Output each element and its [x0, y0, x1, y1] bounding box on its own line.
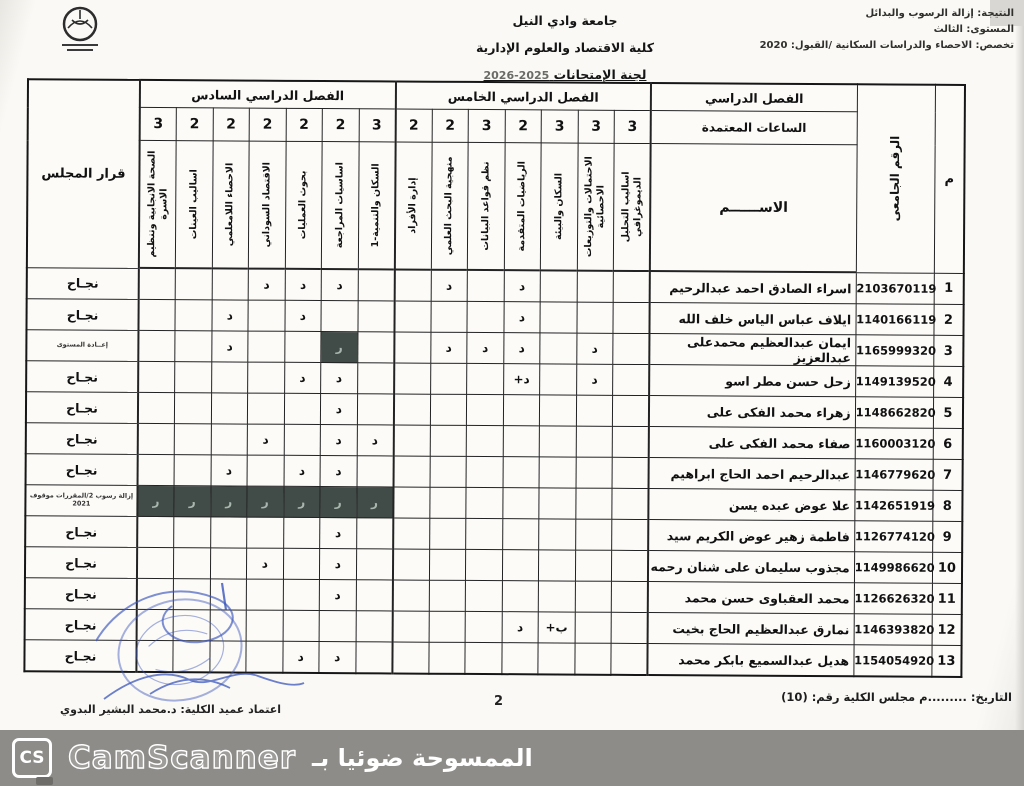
mark-cell	[612, 488, 649, 519]
mark-cell	[247, 393, 284, 424]
mark-cell: د	[502, 612, 539, 643]
mark-cell	[429, 580, 466, 611]
mark-cell	[248, 331, 285, 362]
mark-cell: د	[319, 580, 356, 611]
camscanner-bar	[0, 730, 1024, 786]
dean-approval-line: اعتماد عميد الكلية: د.محمد البشير البدوي	[60, 703, 282, 716]
mark-cell	[356, 611, 393, 642]
mark-cell	[465, 611, 502, 642]
mark-cell	[284, 393, 321, 424]
mark-cell	[209, 641, 246, 673]
mark-cell	[467, 394, 504, 425]
mark-cell: د	[503, 333, 540, 364]
mark-cell	[393, 549, 430, 580]
mark-cell	[357, 363, 394, 394]
mark-cell	[210, 548, 247, 579]
mark-cell	[174, 548, 211, 579]
student-name-cell: مجذوب سليمان على شنان رحمه	[648, 551, 854, 583]
mark-cell	[467, 270, 504, 302]
mark-cell	[175, 268, 212, 300]
mark-cell: د	[320, 518, 357, 549]
mark-cell: د	[467, 332, 504, 363]
student-name-cell: نمارق عبدالعظيم الحاج بخيت	[648, 613, 854, 645]
mark-cell	[466, 425, 503, 456]
mark-cell	[502, 488, 539, 519]
mark-cell	[392, 580, 429, 611]
student-id-cell: 1140166119	[856, 304, 934, 335]
decision-cell: نجـاح	[26, 454, 138, 486]
mark-cell	[173, 610, 210, 641]
mark-cell	[466, 549, 503, 580]
mark-cell	[430, 425, 467, 456]
mark-cell	[539, 488, 576, 519]
mark-cell	[575, 519, 612, 550]
decision-cell: نجـاح	[26, 361, 138, 393]
mark-cell	[613, 302, 650, 333]
mark-cell	[430, 394, 467, 425]
student-row	[24, 640, 961, 677]
mark-cell	[139, 268, 176, 300]
course-hours: 2	[249, 108, 286, 141]
course-header: الصحة الانجابية وتنظيم الاسرة	[139, 140, 176, 268]
university-name: جامعة وادي النيل	[512, 13, 618, 28]
serial-cell: 10	[932, 552, 962, 583]
mark-cell	[138, 454, 175, 485]
mark-cell	[429, 487, 466, 518]
student-id-cell: 1160003120	[855, 428, 933, 459]
mark-cell: د	[285, 300, 322, 331]
student-name-cell: فاطمة زهير عوض الكريم سيد	[648, 520, 854, 552]
mark-cell	[248, 362, 285, 393]
serial-cell: 2	[934, 304, 964, 335]
mark-cell: ب+	[538, 612, 575, 643]
mark-cell: د	[282, 641, 319, 673]
student-id-cell: 1126626320	[854, 583, 932, 614]
mark-cell	[612, 457, 649, 488]
mark-cell	[356, 518, 393, 549]
course-header: منهجية البحث العلمي	[431, 142, 468, 270]
course-header: اساسيات المراجعة	[321, 142, 358, 270]
mark-cell: د	[321, 269, 358, 301]
mark-cell: د	[320, 394, 357, 425]
page-number: 2	[494, 694, 504, 709]
mark-cell	[502, 581, 539, 612]
mark-cell: د	[247, 424, 284, 455]
course-hours: 2	[432, 109, 469, 142]
mark-cell: ر	[210, 486, 247, 517]
mark-cell	[394, 269, 431, 301]
course-hours: 3	[614, 110, 651, 143]
mark-cell: ر	[321, 332, 358, 363]
decision-cell: إزالة رسوب 2/المقررات موقوف 2021	[25, 485, 137, 517]
mark-cell	[137, 547, 174, 578]
mark-cell	[284, 331, 321, 362]
mark-cell	[612, 426, 649, 457]
mark-cell	[210, 517, 247, 548]
course-header: الاقتصاد السوداني	[248, 141, 285, 269]
mark-cell	[284, 424, 321, 455]
course-header: الرياضيات المتقدمة	[504, 143, 541, 271]
student-id-column-header: الرقم الجامعى	[856, 84, 935, 272]
camscanner-caption: الممسوحة ضوئيا بـ	[312, 744, 533, 772]
mark-cell	[502, 643, 539, 675]
mark-cell	[577, 271, 614, 303]
mark-cell: د	[576, 333, 613, 364]
mark-cell: ر	[247, 486, 284, 517]
result-meta-block	[734, 6, 1014, 54]
course-header: بحوث العمليات	[285, 141, 322, 269]
results-table	[23, 78, 966, 678]
camscanner-logo-text: CS	[19, 748, 45, 768]
mark-cell	[611, 581, 648, 612]
committee-title: لجنة الإمتحانات	[553, 66, 647, 82]
serial-cell: 9	[932, 521, 962, 552]
course-header: السكان والتنمية-1	[358, 142, 395, 270]
semester6-header: الفصل الدراسي السادس	[140, 80, 396, 109]
mark-cell	[393, 425, 430, 456]
course-hours: 3	[578, 110, 615, 143]
mark-cell	[540, 364, 577, 395]
mark-cell	[466, 518, 503, 549]
mark-cell	[174, 455, 211, 486]
decision-cell: نجـاح	[24, 640, 136, 672]
mark-cell	[503, 426, 540, 457]
mark-cell	[319, 611, 356, 642]
mark-cell	[503, 395, 540, 426]
mark-cell	[174, 517, 211, 548]
name-column-header: الاســــــم	[650, 144, 857, 273]
course-hours: 2	[505, 110, 542, 143]
mark-cell	[283, 548, 320, 579]
decision-cell: نجـاح	[26, 299, 138, 331]
course-header: السكان والبيئة	[540, 143, 577, 271]
results-table-wrap	[23, 78, 971, 678]
student-name-cell: زهراء محمد الفكى على	[649, 396, 855, 428]
mark-cell: د	[504, 270, 541, 302]
mark-cell: د	[284, 455, 321, 486]
mark-cell	[358, 301, 395, 332]
mark-cell	[138, 299, 175, 330]
course-hours: 2	[395, 109, 432, 142]
serial-cell: 3	[933, 335, 963, 366]
course-hours: 2	[286, 108, 323, 141]
mark-cell: ر	[320, 487, 357, 518]
student-id-cell: 1165999320	[855, 335, 933, 366]
decision-cell: نجـاح	[26, 392, 138, 424]
mark-cell	[538, 643, 575, 675]
mark-cell	[136, 640, 173, 672]
mark-cell	[575, 612, 612, 643]
mark-cell	[246, 579, 283, 610]
mark-cell: د	[285, 269, 322, 301]
serial-cell: 8	[932, 490, 962, 521]
mark-cell	[540, 395, 577, 426]
mark-cell: د	[319, 642, 356, 674]
mark-cell	[576, 457, 613, 488]
mark-cell: د	[248, 269, 285, 301]
course-header: اساليب التحليل الديموغرافي	[613, 143, 650, 271]
mark-cell: ر	[137, 485, 174, 516]
mark-cell	[576, 395, 613, 426]
camscanner-logo-icon	[12, 738, 52, 778]
camscanner-brand: CamScanner	[68, 740, 297, 776]
level-line: المستوى: الثالث	[933, 24, 1014, 35]
mark-cell	[430, 456, 467, 487]
mark-cell: ر	[356, 487, 393, 518]
mark-cell	[210, 579, 247, 610]
mark-cell: ر	[174, 486, 211, 517]
mark-cell	[394, 301, 431, 332]
mark-cell	[503, 457, 540, 488]
mark-cell	[539, 550, 576, 581]
mark-cell	[577, 302, 614, 333]
mark-cell	[173, 579, 210, 610]
mark-cell	[430, 363, 467, 394]
course-hours: 2	[213, 108, 250, 141]
decision-cell: نجـاح	[25, 578, 137, 610]
mark-cell	[502, 519, 539, 550]
mark-cell	[247, 517, 284, 548]
mark-cell	[357, 456, 394, 487]
mark-cell	[248, 300, 285, 331]
mark-cell: د	[320, 425, 357, 456]
mark-cell	[575, 488, 612, 519]
mark-cell	[356, 549, 393, 580]
serial-cell: 11	[932, 583, 962, 614]
mark-cell: د	[320, 549, 357, 580]
semester5-header: الفصل الدراسي الخامس	[395, 81, 651, 110]
mark-cell	[137, 609, 174, 640]
scan-edge-shadow	[1015, 0, 1024, 730]
decision-cell: إعــادة المستوى	[26, 330, 138, 362]
document-header	[400, 8, 730, 89]
mark-cell	[211, 424, 248, 455]
mark-cell: د	[211, 455, 248, 486]
mark-cell	[283, 517, 320, 548]
mark-cell	[539, 426, 576, 457]
committee-years: 2026-2025	[483, 68, 550, 82]
mark-cell	[173, 641, 210, 673]
mark-cell	[613, 271, 650, 303]
mark-cell	[138, 361, 175, 392]
course-header: الاحصاء اللامعلمي	[212, 141, 249, 269]
mark-cell	[212, 268, 249, 300]
mark-cell	[467, 301, 504, 332]
student-id-cell: 1148662820	[855, 397, 933, 428]
mark-cell	[539, 457, 576, 488]
mark-cell: د	[504, 302, 541, 333]
mark-cell	[175, 362, 212, 393]
decision-cell: نجـاح	[26, 423, 138, 455]
student-id-cell: 1126774120	[854, 521, 932, 552]
student-id-cell: 1142651919	[854, 490, 932, 521]
decision-cell: نجـاح	[27, 267, 139, 299]
major-line: تخصص: الاحصاء والدراسات السكانية /القبول: 2020	[759, 40, 1014, 51]
mark-cell	[466, 456, 503, 487]
mark-cell	[575, 550, 612, 581]
mark-cell: د+	[503, 364, 540, 395]
mark-cell	[429, 642, 466, 674]
semester-row-label: الفصل الدراسي	[651, 83, 857, 112]
mark-cell	[539, 519, 576, 550]
mark-cell	[613, 333, 650, 364]
mark-cell	[393, 456, 430, 487]
serial-cell: 13	[932, 645, 962, 677]
mark-cell	[174, 393, 211, 424]
footer-date-line: التاريخ: .........م مجلس الكلية رقم: (10)	[781, 690, 1012, 704]
course-header: الاحتمالات والتوزيعات الاحصائية	[577, 143, 614, 271]
mark-cell	[466, 487, 503, 518]
course-header: اساليب العينات	[175, 141, 212, 269]
mark-cell	[355, 642, 392, 674]
mark-cell	[321, 301, 358, 332]
course-hours: 3	[468, 109, 505, 142]
student-name-cell: اسراء الصادق احمد عبدالرحيم	[650, 271, 856, 304]
mark-cell	[247, 455, 284, 486]
student-id-cell: 1146393820	[854, 614, 932, 645]
mark-cell	[392, 642, 429, 674]
mark-cell	[502, 550, 539, 581]
mark-cell	[138, 423, 175, 454]
decision-cell: نجـاح	[25, 609, 137, 641]
mark-cell	[392, 611, 429, 642]
university-emblem-icon	[50, 4, 110, 56]
mark-cell	[575, 581, 612, 612]
student-id-cell: 1149986620	[854, 552, 932, 583]
mark-cell	[175, 300, 212, 331]
mark-cell	[138, 330, 175, 361]
student-name-cell: محمد العقباوى حسن محمد	[648, 582, 854, 614]
mark-cell	[246, 610, 283, 641]
result-line: النتيجة: إزالة الرسوب والبدائل	[865, 8, 1014, 19]
mark-cell	[540, 302, 577, 333]
mark-cell	[429, 611, 466, 642]
mark-cell	[540, 270, 577, 302]
serial-cell: 7	[933, 459, 963, 490]
mark-cell	[174, 424, 211, 455]
council-decision-header: قرار المجلس	[27, 79, 140, 268]
student-id-cell: 1149139520	[855, 366, 933, 397]
mark-cell	[283, 579, 320, 610]
credit-hours-label: الساعات المعتمدة	[651, 111, 857, 145]
mark-cell: د	[320, 456, 357, 487]
mark-cell	[393, 487, 430, 518]
mark-cell: د	[431, 270, 468, 302]
serial-cell: 5	[933, 397, 963, 428]
mark-cell	[538, 581, 575, 612]
mark-cell	[138, 392, 175, 423]
serial-cell: 6	[933, 428, 963, 459]
mark-cell	[431, 301, 468, 332]
mark-cell	[613, 395, 650, 426]
serial-column-header: م	[934, 85, 965, 273]
serial-cell: 4	[933, 366, 963, 397]
mark-cell	[358, 269, 395, 301]
mark-cell	[576, 426, 613, 457]
student-id-cell: 1154054920	[854, 645, 932, 677]
student-name-cell: ايمان عبدالعظيم محمدعلى عبدالعزيز	[649, 334, 855, 366]
student-name-cell: زحل حسن مطر اسو	[649, 365, 855, 397]
course-hours: 2	[322, 109, 359, 142]
mark-cell: د	[357, 425, 394, 456]
mark-cell	[137, 578, 174, 609]
mark-cell: د	[247, 548, 284, 579]
mark-cell	[540, 333, 577, 364]
student-id-cell: 1146779620	[855, 459, 933, 490]
course-hours: 3	[140, 107, 177, 140]
mark-cell	[429, 549, 466, 580]
mark-cell: د	[212, 300, 249, 331]
mark-cell	[612, 519, 649, 550]
mark-cell	[357, 394, 394, 425]
mark-cell	[246, 641, 283, 673]
mark-cell	[211, 362, 248, 393]
mark-cell: د	[284, 362, 321, 393]
mark-cell	[465, 642, 502, 674]
mark-cell	[465, 580, 502, 611]
mark-cell	[393, 394, 430, 425]
mark-cell	[357, 332, 394, 363]
decision-cell: نجـاح	[25, 516, 137, 548]
student-name-cell: علا عوض عبده يسن	[648, 489, 854, 521]
mark-cell: د	[430, 332, 467, 363]
mark-cell: د	[576, 364, 613, 395]
mark-cell	[575, 643, 612, 675]
mark-cell	[211, 393, 248, 424]
course-hours: 3	[541, 110, 578, 143]
student-name-cell: عبدالرحيم احمد الحاج ابراهيم	[649, 458, 855, 490]
decision-cell: نجـاح	[25, 547, 137, 579]
student-name-cell: ايلاف عباس الياس خلف الله	[650, 303, 856, 335]
mark-cell	[175, 331, 212, 362]
serial-cell: 1	[934, 273, 964, 305]
serial-cell: 12	[932, 614, 962, 645]
dean-signature-ink	[104, 674, 304, 699]
faculty-name: كلية الاقتصاد والعلوم الإدارية	[475, 39, 655, 55]
mark-cell	[393, 518, 430, 549]
student-name-cell: صفاء محمد الفكى على	[649, 427, 855, 459]
mark-cell	[429, 518, 466, 549]
student-id-cell: 2103670119	[856, 272, 934, 304]
mark-cell: ر	[283, 486, 320, 517]
mark-cell	[613, 364, 650, 395]
student-name-cell: هديل عبدالسميع بابكر محمد	[648, 644, 854, 677]
course-header: إدارة الأفراد	[394, 142, 431, 270]
mark-cell	[137, 516, 174, 547]
course-hours: 2	[176, 108, 213, 141]
mark-cell	[210, 610, 247, 641]
course-header: نظم قواعد البيانات	[467, 142, 504, 270]
mark-cell	[394, 332, 431, 363]
mark-cell	[611, 612, 648, 643]
mark-cell	[467, 363, 504, 394]
mark-cell	[356, 580, 393, 611]
mark-cell	[612, 550, 649, 581]
course-hours: 3	[359, 109, 396, 142]
mark-cell: د	[211, 331, 248, 362]
mark-cell: د	[321, 363, 358, 394]
mark-cell	[611, 643, 648, 675]
mark-cell	[394, 363, 431, 394]
mark-cell	[283, 610, 320, 641]
